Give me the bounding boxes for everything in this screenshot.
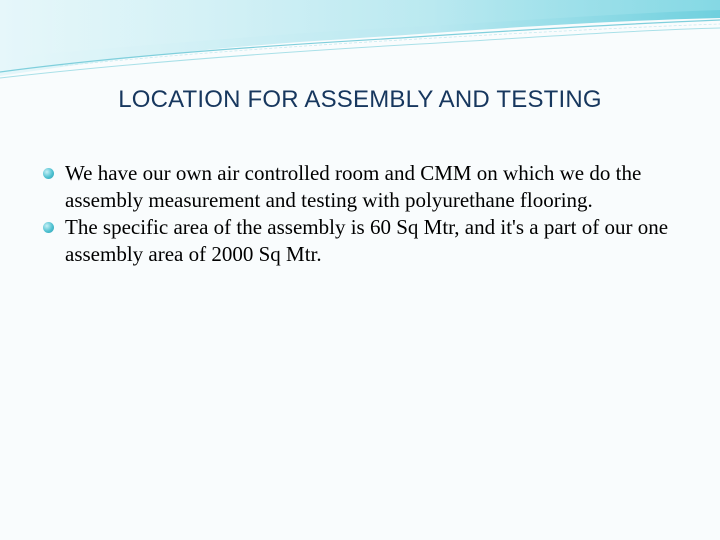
header-wave-decoration	[0, 0, 720, 90]
bullet-item	[40, 160, 680, 214]
bullet-text: The specific area of the assembly is 60 Sq Mtr, and it's a part of our one assembly area of 2000 Sq Mtr.	[65, 215, 669, 266]
bullet-item	[40, 214, 680, 268]
bullet-list	[40, 160, 680, 268]
slide-title: LOCATION FOR ASSEMBLY AND TESTING	[118, 86, 602, 113]
round-bullet-icon	[43, 168, 54, 179]
bullet-text: We have our own air controlled room and CMM on which we do the assembly measurement and testing with polyurethane flooring.	[65, 161, 642, 212]
round-bullet-icon	[43, 222, 54, 233]
